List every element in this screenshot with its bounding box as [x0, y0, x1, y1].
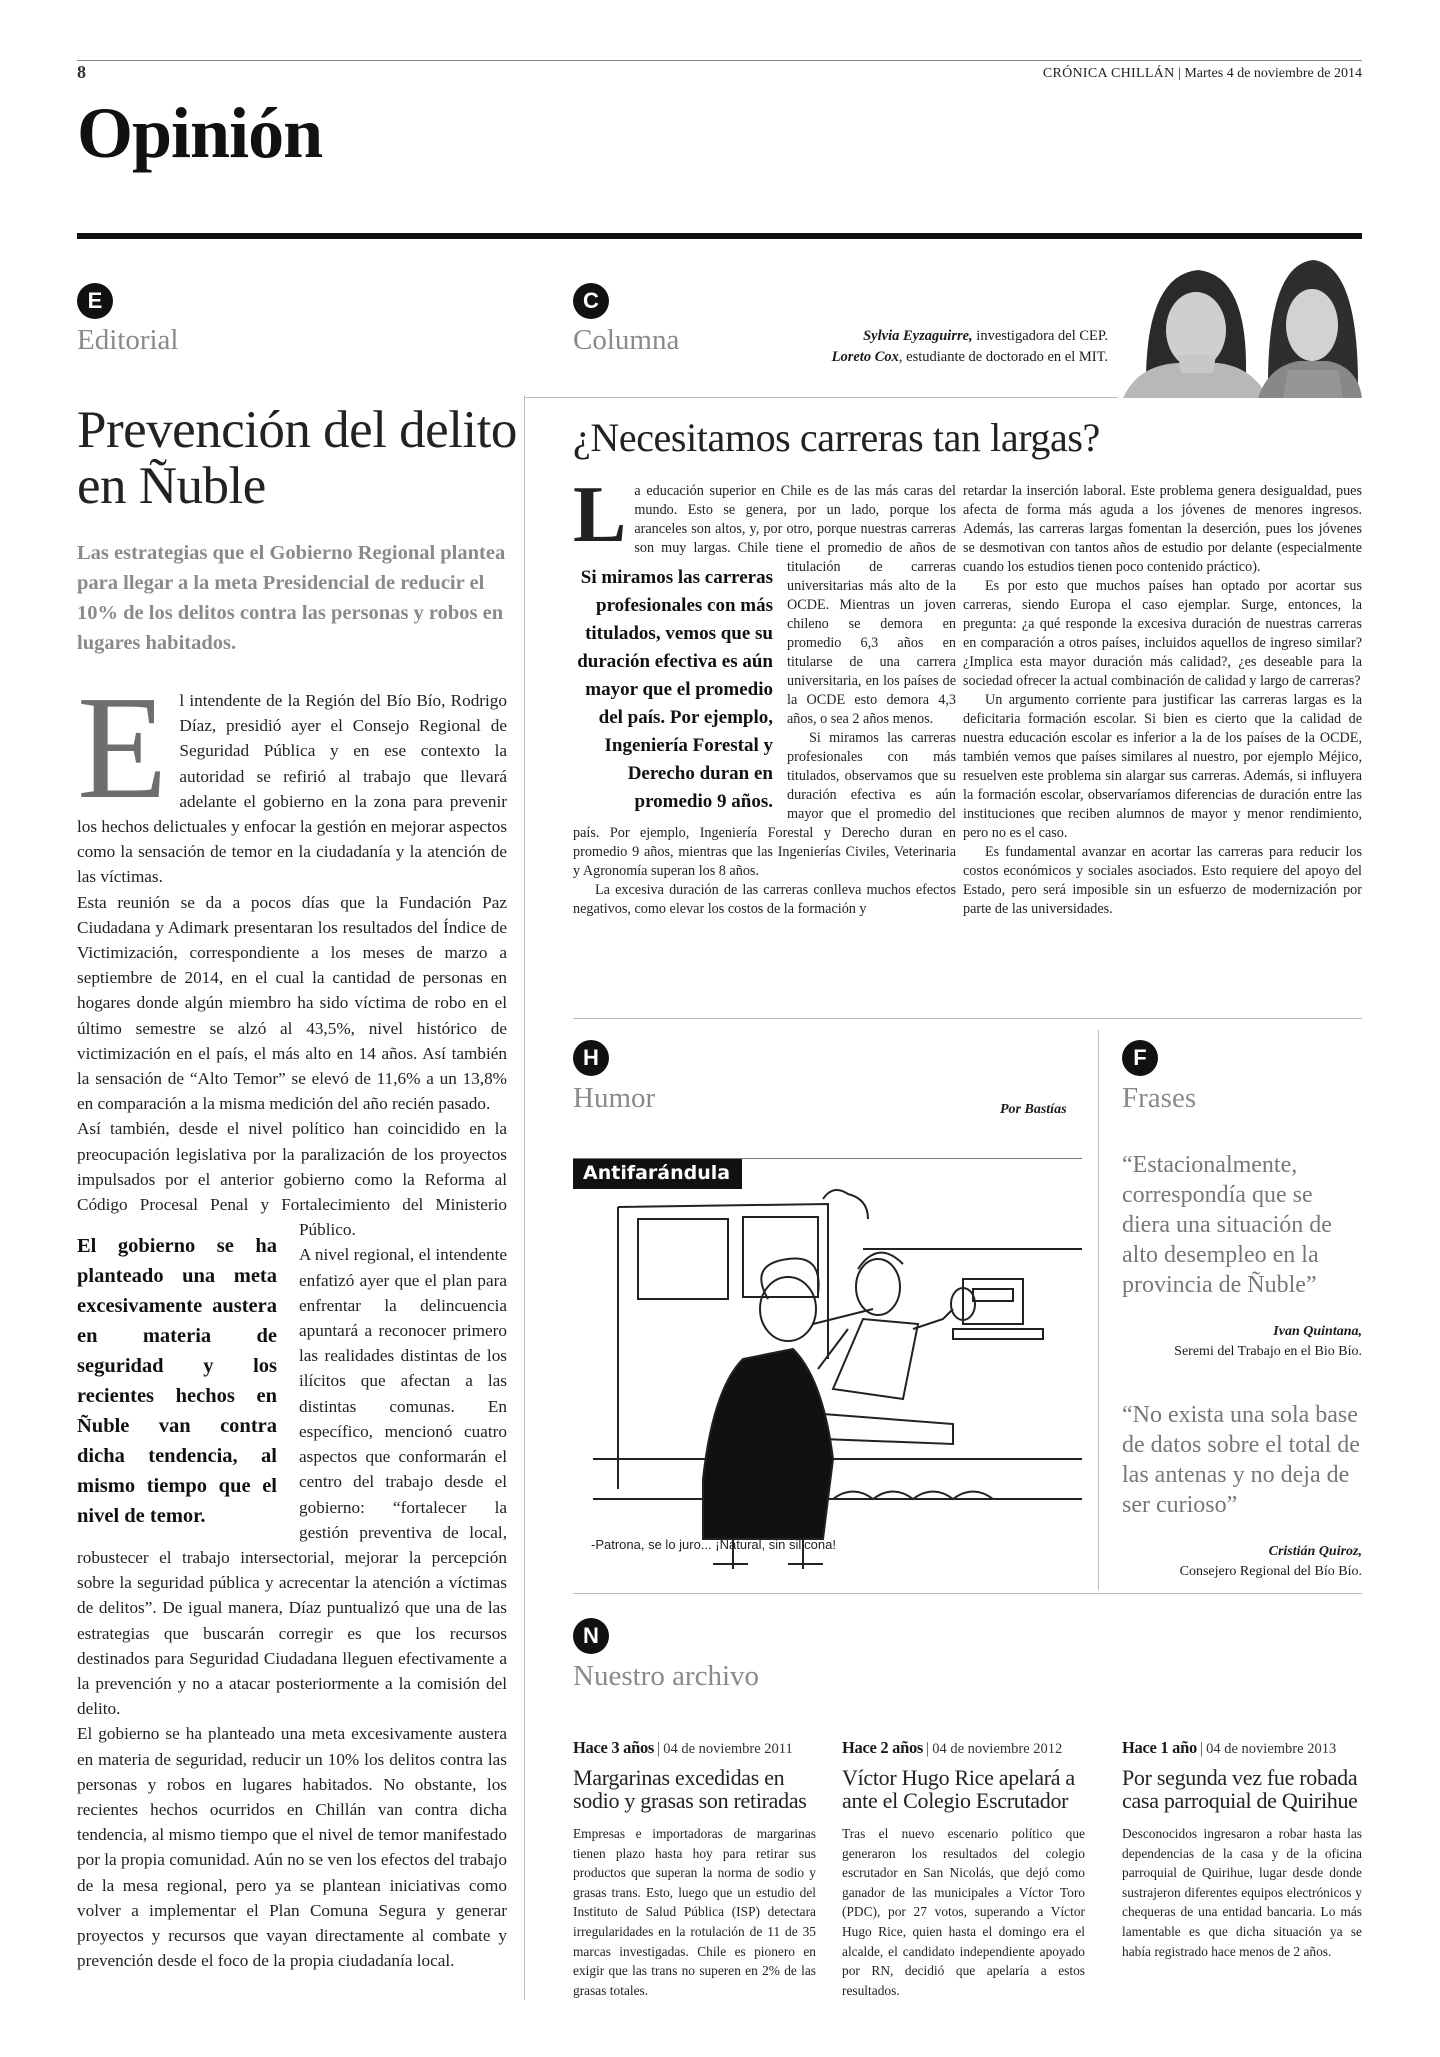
- column-paragraph: a educación superior en Chile es de las más caras del mundo. Esto se genera, por un lado, porque los aranceles son altos, y, por otro, porque nuestras carreras son muy largas. Chile tiene el promedio de años de titulación de carreras universitarias más alto de la OCDE. Mientras un joven chileno se demora en promedio 6,3 años en titularse de una carrera universitaria, en los países de la OCDE esto demora 4,3 años, o sea 2 años menos.: [634, 483, 956, 727]
- publication-name: CRÓNICA CHILLÁN: [1042, 66, 1175, 81]
- section-title: Opinión: [77, 93, 323, 173]
- issue-date: Martes 4 de noviembre de 2014: [1184, 66, 1362, 81]
- author-name: Sylvia Eyzaguirre,: [863, 328, 973, 344]
- quote-attribution: [1122, 1542, 1362, 1582]
- editorial-paragraph: Esta reunión se da a pocos días que la Fundación Paz Ciudadana y Adimark presentaran los resultados del Índice de Victimización, correspondiente a los meses de marzo a septiembre de 2014, en el cual la cantidad de personas en hogares donde algún miembro ha sido víctima de robo en el último semestre se alzó al 43,5%, nivel histórico de victimización en el país, el más alto en 14 años. Así también la sensación de “Alto Temor” se elevó de 11,6% a un 13,8% en comparación a la misma medición del año recién pasado.: [77, 892, 507, 1114]
- editorial-paragraph: Así también, desde el nivel político han coincidido en la preocupación legislativa por la paralización de los proyectos impulsados por el anterior gobierno como la Reforma al Código Procesal Penal y Fortalecimiento del Ministerio Público.: [77, 1119, 507, 1240]
- archive-title: Por segunda vez fue robada casa parroquial de Quirihue: [1122, 1765, 1358, 1813]
- archive-title: Margarinas excedidas en sodio y grasas son retiradas: [573, 1765, 807, 1813]
- editorial-dropcap: E: [77, 666, 168, 830]
- column-kicker: Columna: [573, 324, 680, 356]
- humor-kicker: Humor: [573, 1082, 656, 1114]
- column-divider: [524, 395, 525, 2000]
- column-paragraph: Si miramos las carreras profesionales con más titulados, observamos que su duración efectiva es aún mayor que el promedio del país. Por ejemplo, Ingeniería Forestal y Derecho duran en promedio 9 años, mientras que las Ingenierías Civiles, Veterinaria y Agronomía superan los 8 años.: [573, 730, 956, 879]
- archive-item-header: Hace 1 año | 04 de noviembre 2013: [1122, 1738, 1337, 1757]
- top-rule: [77, 60, 1362, 61]
- column-bottom-rule: [573, 1018, 1362, 1019]
- column-paragraph: Es fundamental avanzar en acortar las carreras para reducir los costos económicos y sociales asociados. Esto requiere del apoyo del Estado, pero será imposible sin un esfuerzo de modernización por parte de las universidades.: [963, 844, 1362, 917]
- section-rule: [77, 233, 1362, 239]
- humor-credit: Por Bastías: [1000, 1102, 1067, 1117]
- archive-date: 04 de noviembre 2013: [1206, 1741, 1337, 1757]
- quote-attribution: [1122, 1322, 1362, 1362]
- archive-body: Empresas e importadoras de margarinas tienen plazo hasta hoy para retirar sus productos que superan la norma de sodio y grasas trans. Esto, luego que un estudio del Instituto de Salud Pública (ISP) detectara irregularidades en la rotulación de 11 de 35 marcas investigadas. Chile es pionero en exigir que las trans no superen en 2% de las grasas totales.: [573, 1826, 816, 1998]
- frases-badge: F: [1122, 1040, 1158, 1076]
- quote-text: “Estacionalmente, correspondía que se diera una situación de alto desempleo en la provincia de Ñuble”: [1122, 1152, 1332, 1298]
- quote-author: Ivan Quintana,: [1273, 1324, 1362, 1339]
- editorial-kicker: Editorial: [77, 324, 179, 356]
- frases-kicker: Frases: [1122, 1082, 1197, 1114]
- archive-item-header: Hace 2 años | 04 de noviembre 2012: [842, 1738, 1063, 1757]
- masthead-info: [1043, 66, 1362, 82]
- author-photos: [1118, 255, 1362, 398]
- editorial-badge: E: [77, 283, 113, 319]
- editorial-deck: Las estrategias que el Gobierno Regional plantea para llegar a la meta Presidencial de reducir el 10% de los delitos contra las personas y robos en lugares habitados.: [77, 542, 506, 654]
- archive-kicker: Nuestro archivo: [573, 1660, 760, 1692]
- editorial-paragraph: El gobierno se ha planteado una meta excesivamente austera en materia de seguridad, reducir un 10% los delitos contra las personas y robos en lugares habitados. No obstante, los recientes hechos ocurridos en Chillán van contra dicha tendencia, al mismo tiempo que el nivel de temor manifestado por la propia comunidad. Aún no se ven los efectos del trabajo de la mesa regional, pero ya se plantean iniciativas como volver a implementar el Plan Comuna Segura y generar proyectos y recursos que vayan directamente al combate y prevención desde el foco de la propia ciudadanía local.: [77, 1724, 507, 1971]
- column-title: ¿Necesitamos carreras tan largas?: [573, 415, 1100, 460]
- editorial-paragraph: A nivel regional, el intendente enfatizó ayer que el plan para enfrentar la delincuencia apuntará a reconocer primero las realidades distintas de los ilícitos que afectan a las distintas comunas. En específico, mencionó cuatro aspectos que conformarán el centro del trabajo desde el gobierno: “fortalecer la gestión preventiva de local, robustecer el trabajo intersectorial, mejorar la percepción sobre la seguridad pública y acrecentar la atención a víctimas de delitos”. De igual manera, Díaz puntualizó que una de las estrategias que buscarán corregir es que los recursos destinados para Seguridad Ciudadana lleguen efectivamente a la prevención y no a atacar posteriormente a la comisión del delito.: [77, 1245, 507, 1719]
- column-paragraph: retardar la inserción laboral. Este problema genera desigualdad, pues afecta de forma más aguda a los jóvenes de menores ingresos. Además, las carreras largas fomentan la deserción, pues los jóvenes se desmotivan con tantos años de estudio por delante (especialmente cuando los estudios tienen poco contenido práctico).: [963, 483, 1362, 575]
- cartoon: [573, 1158, 1082, 1580]
- author-line: [832, 347, 1108, 368]
- column-pull-quote: Si miramos las carreras profesionales con más titulados, vemos que su duración efectiva es aún mayor que el promedio del país. Por ejemplo, Ingeniería Forestal y Derecho duran en promedio 9 años.: [577, 567, 773, 812]
- column-badge: C: [573, 283, 609, 319]
- archive-ago: Hace 1 año: [1122, 1738, 1197, 1757]
- editorial-body: [77, 666, 508, 1973]
- archive-badge: N: [573, 1618, 609, 1654]
- cartoon-drawing: [573, 1159, 1082, 1581]
- archive-body: Tras el nuevo escenario político que generaron los resultados del colegio escrutador en San Nicolás, que dejó como ganador de las municipales a Víctor Toro (PDC), por 27 votos, superando a Víctor Hugo Rice, quien hasta el domingo era el alcalde, el candidato independiente apoyado por RN, decidió que apelaría a estos resultados.: [842, 1826, 1085, 1998]
- quote-role: Seremi del Trabajo en el Bio Bío.: [1174, 1344, 1362, 1359]
- editorial-pull-quote: El gobierno se ha planteado una meta excesivamente austera en materia de seguridad y los recientes hechos en Ñuble van contra dicha tendencia, al mismo tiempo que el nivel de temor.: [77, 1235, 277, 1528]
- quote-role: Consejero Regional del Bío Bío.: [1179, 1564, 1362, 1579]
- quote-block: [1122, 1150, 1362, 1362]
- quote-block: [1122, 1400, 1362, 1582]
- archive-date: 04 de noviembre 2012: [932, 1741, 1063, 1757]
- quote-text: “No exista una sola base de datos sobre el total de las antenas y no deja de ser curioso”: [1122, 1402, 1360, 1518]
- strip-title: Antifarándula: [573, 1159, 742, 1189]
- column-text-col1: [573, 471, 956, 919]
- archive-body: Desconocidos ingresaron a robar hasta las dependencias de la casa y de la oficina parroquial de Quirihue, lugar desde donde sustrajeron diferentes equipos electrónicos y chequeras de una entidad bancaria. Lo más lamentable es que dicha situación ya se había registrado hace menos de 2 años.: [1122, 1826, 1362, 1959]
- author-role: , estudiante de doctorado en el MIT.: [898, 349, 1108, 365]
- column-paragraph: Un argumento corriente para justificar las carreras largas es la deficitaria formación escolar. Si bien es cierto que la calidad de nuestra educación escolar es inferior a la de los países de la OCDE, también vemos que países similares al nuestro, por ejemplo Méjico, resuelven este problema sin alargar sus carreras. Además, si influyera la formación escolar, observaríamos diferencias de duración entre las instituciones que reciben alumnos de mayor y menor rendimiento, pero no es el caso.: [963, 692, 1362, 841]
- author-line: [832, 326, 1108, 347]
- archive-item: [1122, 1738, 1362, 1961]
- archive-item-header: Hace 3 años | 04 de noviembre 2011: [573, 1738, 793, 1757]
- column-paragraph: La excesiva duración de las carreras conlleva muchos efectos negativos, como elevar los costos de la formación y: [573, 882, 956, 917]
- page-number: 8: [77, 62, 86, 82]
- separator: |: [1178, 66, 1181, 81]
- column-dropcap: L: [573, 471, 627, 559]
- author-name: Loreto Cox: [831, 349, 899, 365]
- archive-item: [842, 1738, 1085, 2000]
- archive-ago: Hace 2 años: [842, 1738, 924, 1757]
- humor-frases-divider: [1098, 1030, 1099, 1590]
- quote-author: Cristián Quiroz,: [1268, 1544, 1362, 1559]
- archive-title: Víctor Hugo Rice apelará a ante el Colegio Escrutador: [842, 1765, 1075, 1813]
- column-paragraph: Es por esto que muchos países han optado por acortar sus carreras, siendo Europa el caso ejemplar. Surge, entonces, la pregunta: ¿a qué responde la excesiva duración de nuestras carreras en comparación a otros países, incluidos aquellos de ingreso similar? ¿Implica esta mayor duración más calidad?, ¿es deseable para la sociedad ofrecer la actual combinación de calidad y largo de carreras?: [963, 578, 1362, 689]
- cartoon-caption: -Patrona, se lo juro... ¡Natural, sin silicona!: [591, 1537, 836, 1552]
- archive-date: 04 de noviembre 2011: [663, 1741, 793, 1757]
- archive-item: [573, 1738, 816, 2000]
- humor-badge: H: [573, 1040, 609, 1076]
- archive-ago: Hace 3 años: [573, 1738, 655, 1757]
- column-text-col2: [963, 482, 1362, 919]
- archive-top-rule: [573, 1593, 1362, 1594]
- column-byline: [832, 326, 1108, 368]
- author-role: investigadora del CEP.: [972, 328, 1108, 344]
- editorial-title: Prevención del delito en Ñuble: [77, 401, 517, 515]
- editorial-paragraph: l intendente de la Región del Bío Bío, Rodrigo Díaz, presidió ayer el Consejo Regional de Seguridad Pública y en ese contexto la autoridad se refirió al trabajo que llevará adelante el gobierno en la zona para prevenir los hechos delictuales y enfocar la gestión en mejorar aspectos como la sensación de temor en la ciudadanía y la atención de las víctimas.: [77, 691, 508, 887]
